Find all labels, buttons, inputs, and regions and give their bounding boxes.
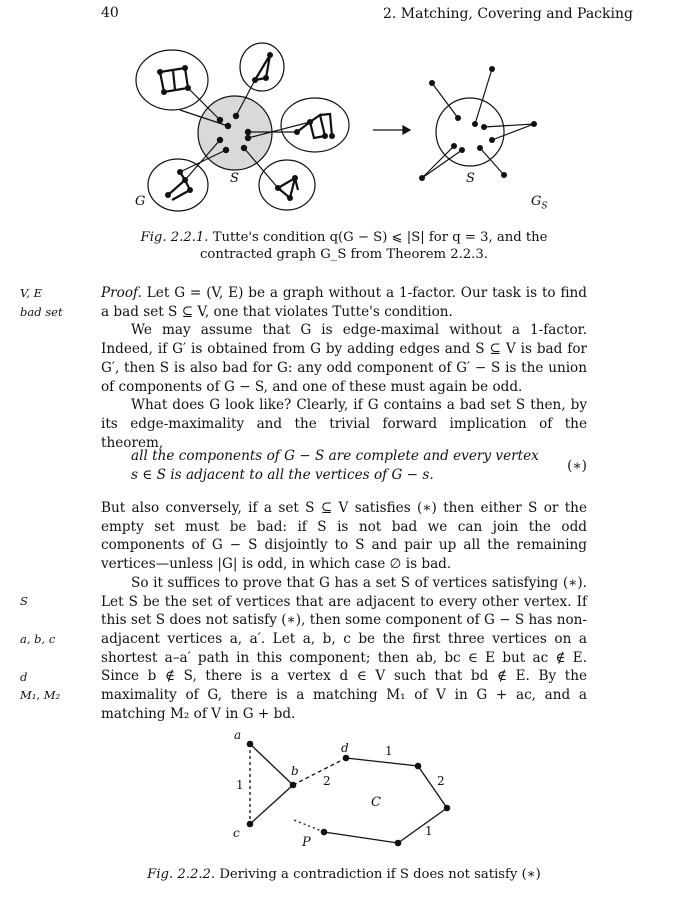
fig2-label-b: b [291,764,299,778]
margin-note-m1m2: M₁, M₂ [20,688,61,702]
fig1-label-s: S [230,171,239,186]
margin-note-abc: a, b, c [20,632,56,646]
proof-paragraphs-2 [101,499,587,723]
fig1-label-g: G [135,194,146,209]
fig2-edge-label: 1 [425,824,433,838]
fig2-caption: Fig. 2.2.2. Deriving a contradiction if S does not satisfy (∗) [147,867,541,882]
equation-tag: (∗) [567,458,587,474]
paragraph: Proof. Let G = (V, E) be a graph without a 1-factor. Our task is to find a bad set S ⊆ V, one that violates Tutte's condition. [101,285,587,320]
fig2-edge-label: 2 [437,774,445,788]
fig2-label-p: P [302,835,311,850]
arrow-right-icon [373,126,410,134]
fig2-edge-label: 1 [385,744,393,758]
fig2-edge-label: 1 [236,778,244,792]
proof-paragraphs [101,284,587,452]
margin-note-d: d [20,670,28,684]
fig1-label-s-right: S [466,171,475,186]
fig2-label-a: a [234,728,242,742]
fig2-label-d: d [341,741,349,755]
paragraph: So it suffices to prove that G has a set S of vertices satisfying (∗). Let S be the set of vertices that are adjacent to every other vertex. If this set S does not satisfy (∗), then some component of G − S has non-adjacent vertices a, a′. Let a, b, c be the first three vertices on a shortest a–a′ path in this component; then ab, bc ∈ E but ac ∉ E. Since b ∉ S, there is a vertex d ∈ V such that bd ∉ E. By the maximality of G, there is a matching M₁ of V in G + ac, and a matching M₂ of V in G + bd. [101,574,587,722]
page-number: 40 [101,5,119,21]
component [136,50,208,110]
display-star: all the components of G − S are complete and every vertex s ∈ S is adjacent to all the vertices of G − s. (∗) [131,448,587,483]
paragraph: We may assume that G is edge-maximal without a 1-factor. Indeed, if G′ is obtained from G by adding edges and S ⊆ V is bad for G′, then S is also bad for G: any odd component of G′ − S is the union of components of G − S, and one of these must again be odd. [101,322,587,395]
component [259,160,315,210]
fig1-label-gs: $G_S$ [531,194,548,212]
fig2-edge-label: 2 [323,774,331,788]
paragraph: But also conversely, if a set S ⊆ V satisfies (∗) then either S or the empty set must be bad: if S is not bad we can join the odd components of G − S disjointly to S and pair up all the remaining vertices—unless |G| is odd, in which case ∅ is bad. [101,500,587,573]
component [281,98,349,152]
paragraph: What does G look like? Clearly, if G contains a bad set S then, by its edge-maximality and the trivial forward implication of the theorem, [101,397,587,451]
margin-note-ve: V, E [20,286,43,300]
margin-note-s: S [20,594,28,608]
running-title: 2. Matching, Covering and Packing [383,6,633,22]
set-s-disk [198,96,272,170]
margin-note-bad-set: bad set [20,305,63,319]
fig2-label-c-cycle: C [371,795,381,810]
figure-2-2-1 [120,40,560,220]
fig1-caption: Fig. 2.2.1. Tutte's condition q(G − S) ⩽ |S| for q = 3, and the contracted graph G_S from Theorem 2.2.3. [140,230,548,262]
fig2-label-c: c [233,826,240,840]
